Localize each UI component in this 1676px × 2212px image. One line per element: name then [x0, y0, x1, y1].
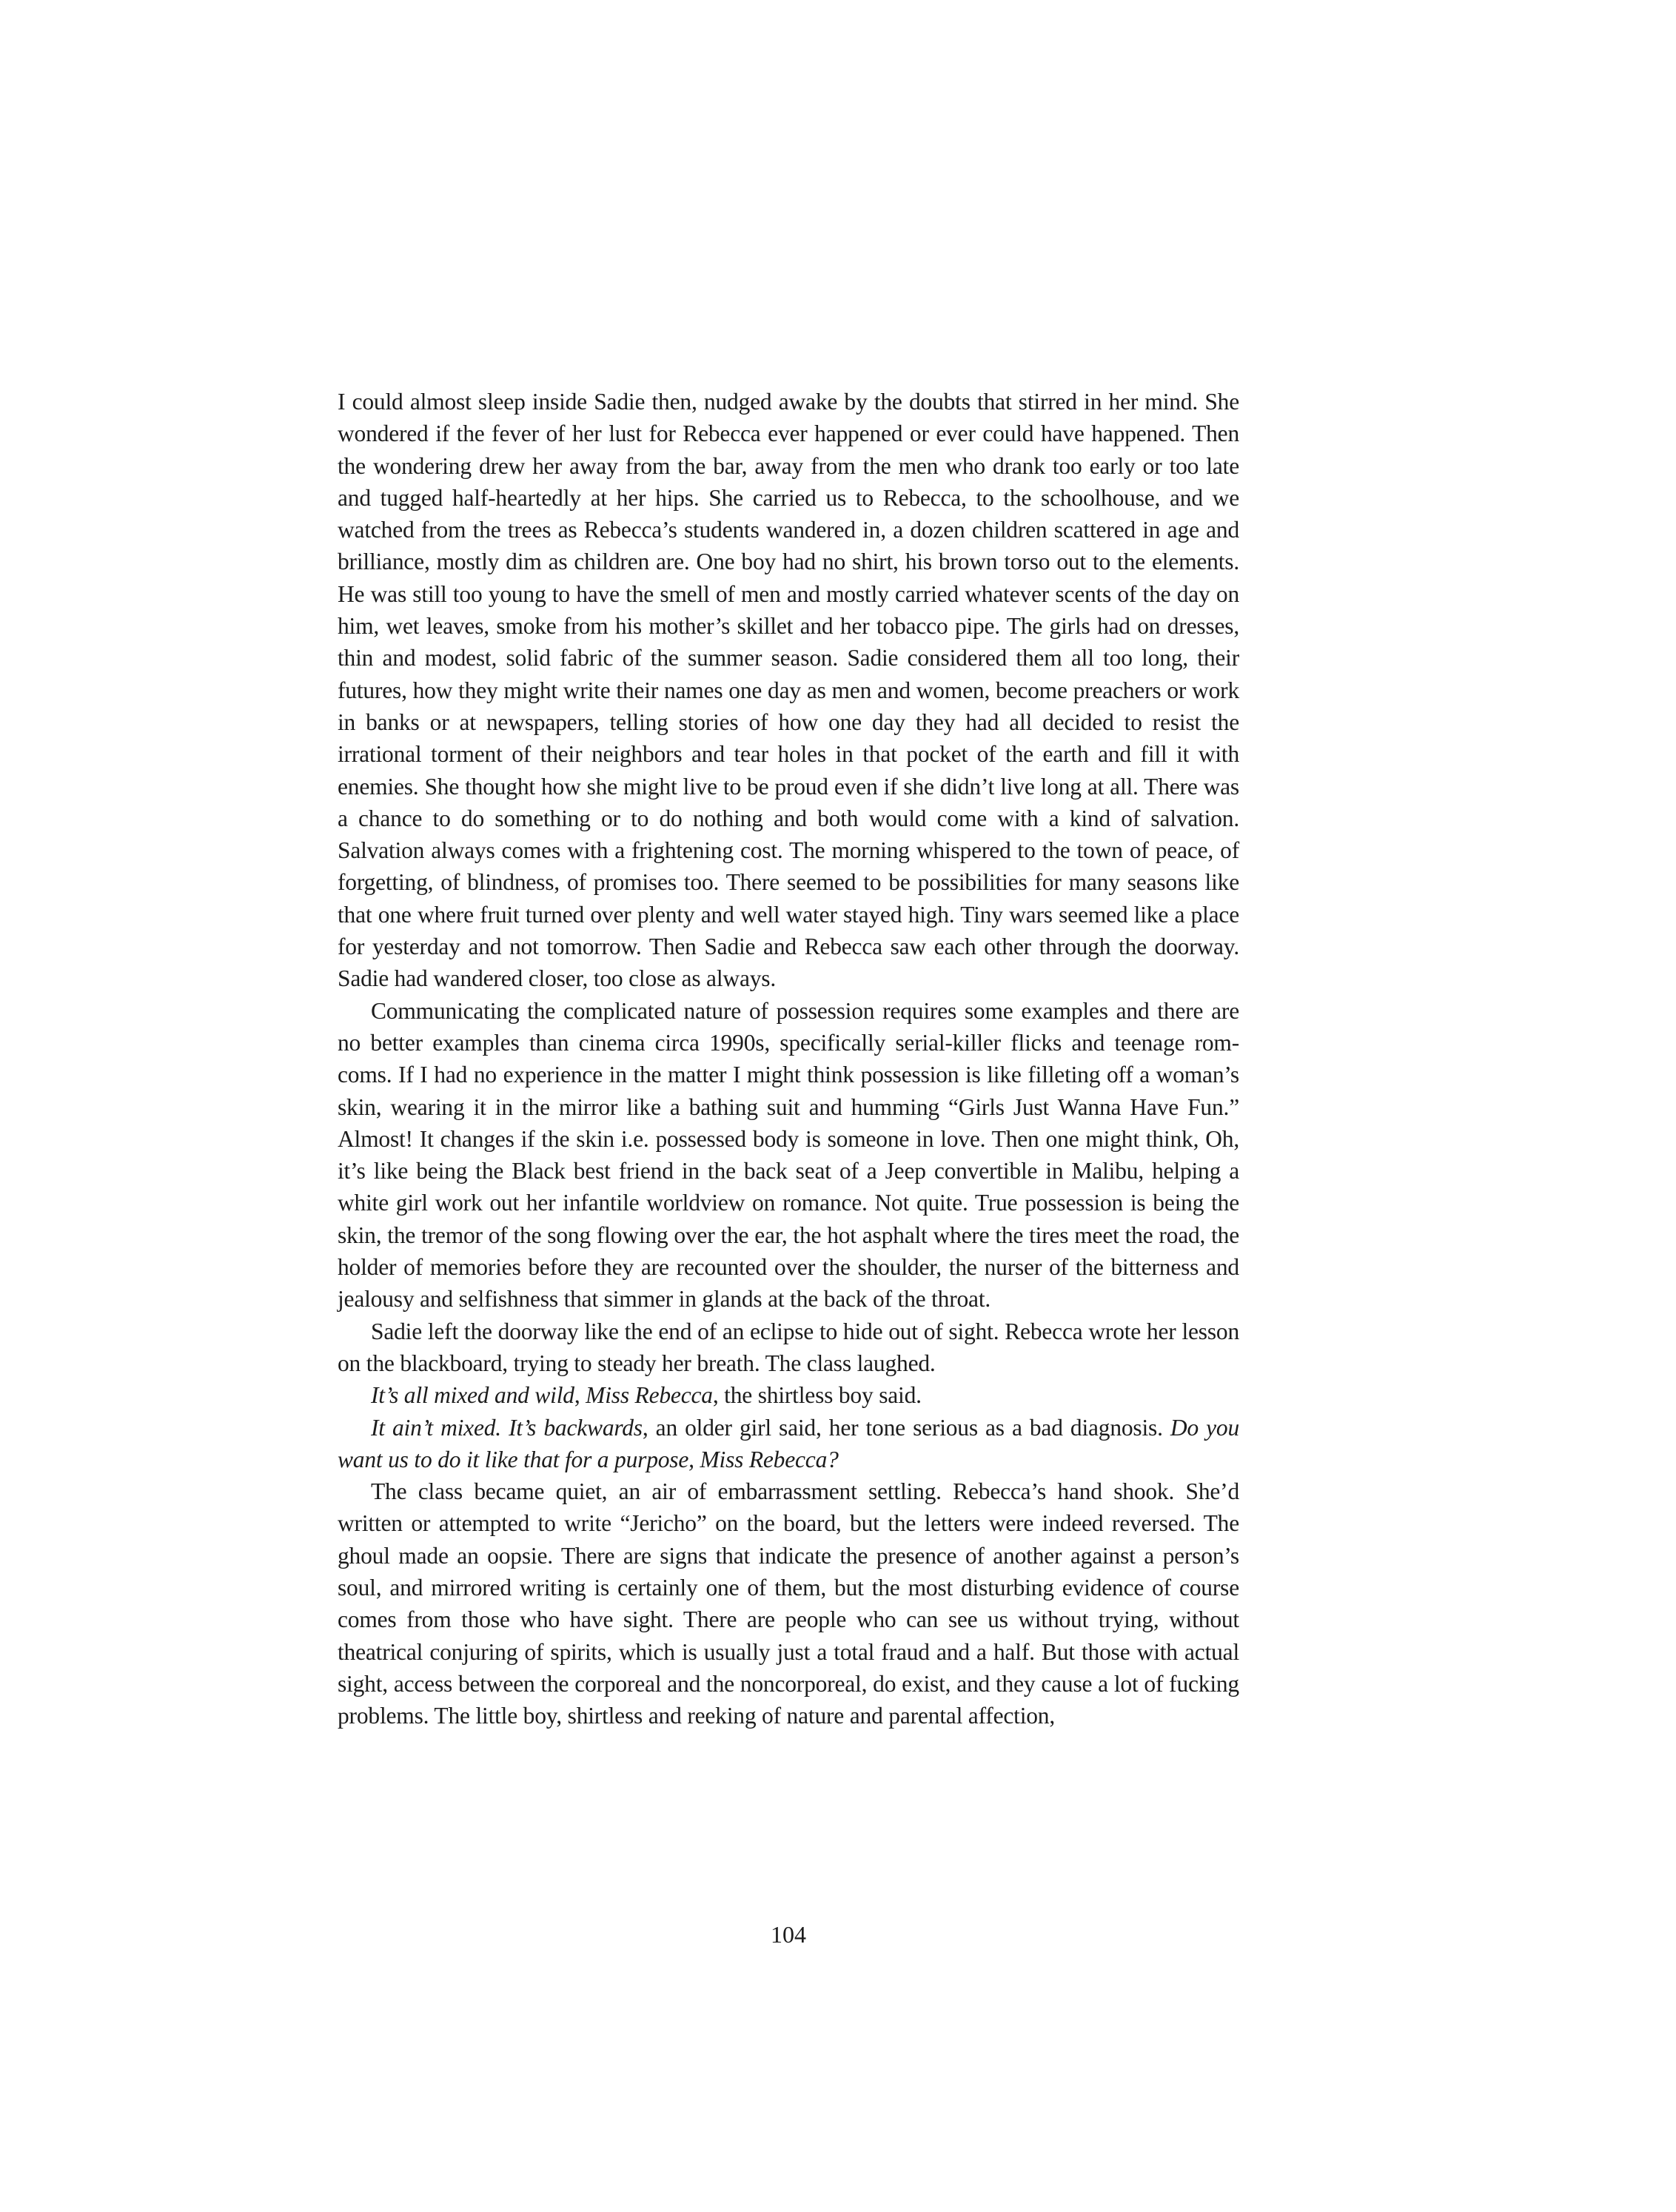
paragraph	[338, 995, 1239, 1316]
paragraph	[338, 1316, 1239, 1380]
text-block	[338, 386, 1239, 1732]
paragraph	[338, 1475, 1239, 1732]
text-run: Sadie left the doorway like the end of an eclipse to hide out of sight. Rebecca wrote her lesson on the blackboard, trying to steady her breath. The class laughed.	[338, 1318, 1239, 1376]
paragraph	[338, 386, 1239, 995]
text-run: The class became quiet, an air of embarrassment settling. Rebecca’s hand shook. She’d written or attempted to write “Jericho” on the board, but the letters were indeed reversed. The ghoul made an oopsie. There are signs that indicate the presence of another against a person’s soul, and mirrored writing is certainly one of them, but the most disturbing evidence of course comes from those who have sight. There are people who can see us without trying, without theatrical conjuring of spirits, which is usually just a total fraud and a half. But those with actual sight, access between the corporeal and the noncorporeal, do exist, and they cause a lot of fucking problems. The little boy, shirtless and reeking of nature and parental affection,	[338, 1478, 1239, 1729]
italic-text-run: Miss Rebecca	[586, 1382, 713, 1409]
text-run: , the shirtless boy said.	[712, 1382, 922, 1409]
text-run: ,	[574, 1382, 586, 1409]
page-number: 104	[771, 1921, 806, 1948]
text-run: Communicating the complicated nature of possession requires some examples and there are no better examples than cinema circa 1990s, specifically serial-killer flicks and teenage rom-coms. If I had no experience in the matter I might think possession is like filleting off a woman’s skin, wearing it in the mirror like a bathing suit and humming “Girls Just Wanna Have Fun.” Almost! It changes if the skin i.e. possessed body is someone in love. Then one might think, Oh, it’s like being the Black best friend in the back seat of a Jeep convertible in Malibu, helping a white girl work out her infantile worldview on romance. Not quite. True possession is being the skin, the tremor of the song flowing over the ear, the hot asphalt where the tires meet the road, the holder of memories before they are recounted over the shoulder, the nurser of the bitterness and jealousy and selfishness that simmer in glands at the back of the throat.	[338, 997, 1239, 1313]
italic-text-run: Do you want us to do it like that for a purpose, Miss Rebecca?	[338, 1414, 1239, 1472]
italic-text-run: It ain’t mixed. It’s backwards	[371, 1414, 643, 1441]
italic-text-run: It’s all mixed and wild	[371, 1382, 574, 1409]
text-run: , an older girl said, her tone serious as a bad diagnosis.	[642, 1414, 1170, 1441]
text-run: I could almost sleep inside Sadie then, nudged awake by the doubts that stirred in her mind. She wondered if the fever of her lust for Rebecca ever happened or ever could have happened. Then the wondering drew her away from the bar, away from the men who drank too early or too late and tugged half-heartedly at her hips. She carried us to Rebecca, to the schoolhouse, and we watched from the trees as Rebecca’s students wandered in, a dozen children scattered in age and brilliance, mostly dim as children are. One boy had no shirt, his brown torso out to the elements. He was still too young to have the smell of men and mostly carried whatever scents of the day on him, wet leaves, smoke from his mother’s skillet and her tobacco pipe. The girls had on dresses, thin and modest, solid fabric of the summer season. Sadie considered them all too long, their futures, how they might write their names one day as men and women, become preachers or work in banks or at newspapers, telling stories of how one day they had all decided to resist the irrational torment of their neighbors and tear holes in that pocket of the earth and fill it with enemies. She thought how she might live to be proud even if she didn’t live long at all. There was a chance to do something or to do nothing and both would come with a kind of salvation. Salvation always comes with a frightening cost. The morning whispered to the town of peace, of forgetting, of blindness, of promises too. There seemed to be possibilities for many seasons like that one where fruit turned over plenty and well water stayed high. Tiny wars seemed like a place for yesterday and not tomorrow. Then Sadie and Rebecca saw each other through the doorway. Sadie had wandered closer, too close as always.	[338, 389, 1239, 992]
paragraph	[338, 1379, 1239, 1411]
paragraph	[338, 1412, 1239, 1476]
